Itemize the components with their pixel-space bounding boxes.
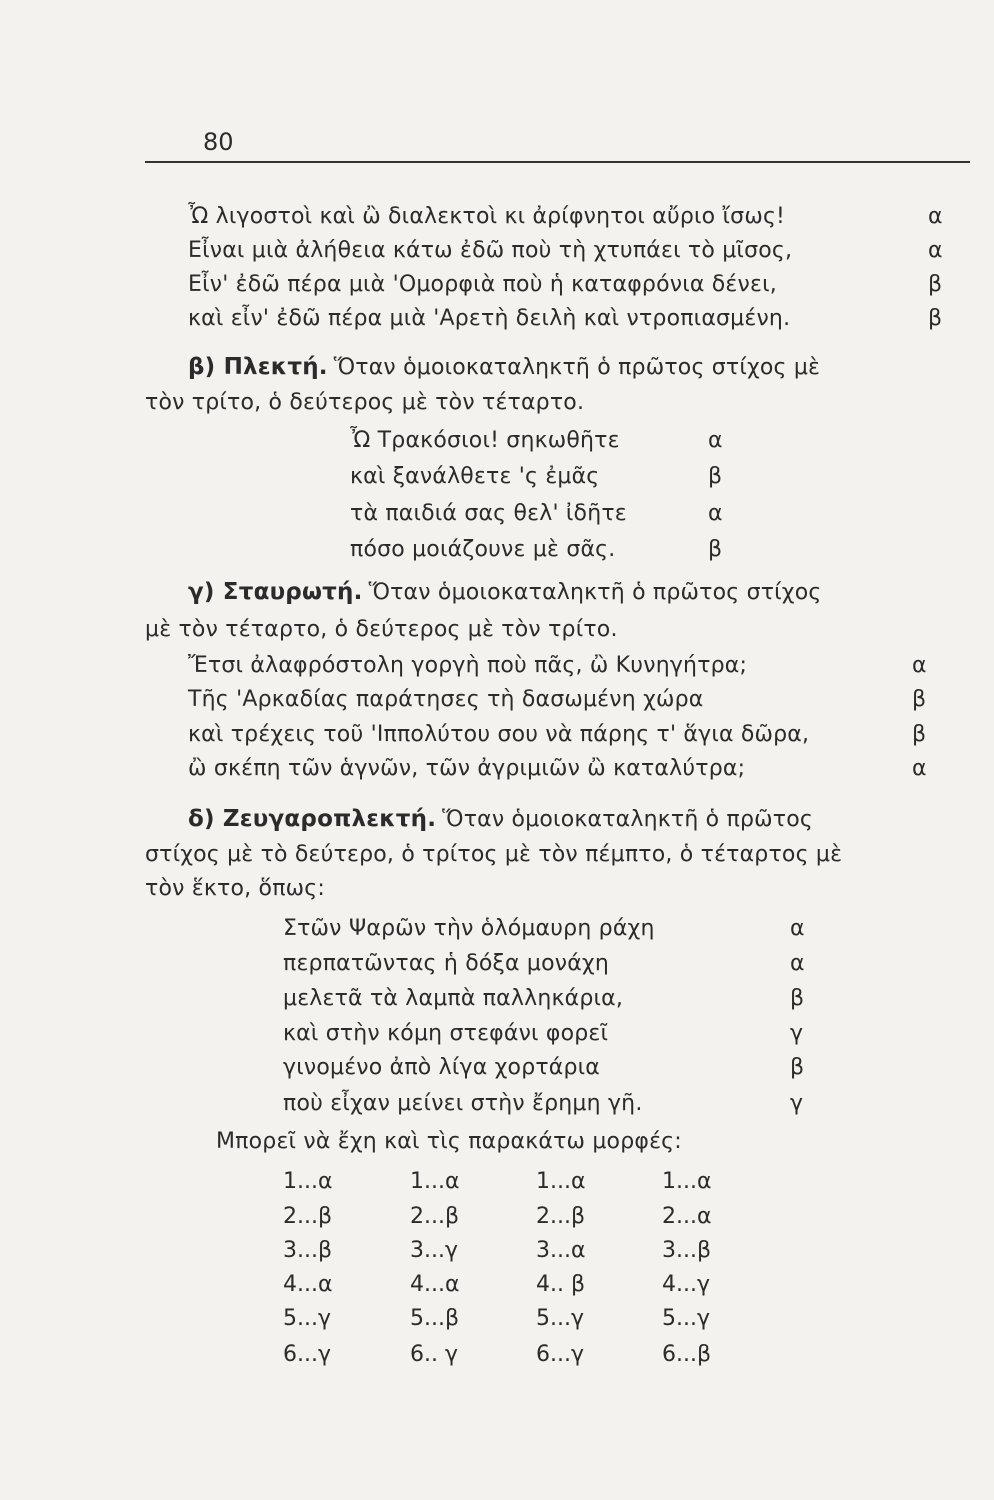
forms-cell: 6...γ <box>536 1342 584 1367</box>
forms-cell: 5...γ <box>283 1306 331 1331</box>
stanza2-rhyme-2: β <box>708 464 723 489</box>
forms-cell: 6...γ <box>283 1342 331 1367</box>
stanza4-line-6: ποὺ εἶχαν μείνει στὴν ἔρημη γῆ. <box>283 1091 643 1116</box>
forms-cell: 3...β <box>283 1238 333 1263</box>
stanza3-rhyme-4: α <box>912 756 927 781</box>
stanza1-line-1: Ὦ λιγοστοὶ καὶ ὢ διαλεκτοὶ κι ἀρίφνητοι αὔριο ἴσως! <box>188 204 786 229</box>
section-b-line-1 <box>188 354 820 380</box>
section-d-heading: δ) Ζευγαροπλεκτή. <box>188 806 437 832</box>
forms-cell: 3...α <box>536 1238 586 1263</box>
stanza1-rhyme-4: β <box>928 306 943 331</box>
stanza4-rhyme-3: β <box>790 986 805 1011</box>
stanza4-rhyme-1: α <box>790 916 805 941</box>
section-b-heading: β) Πλεκτή. <box>188 354 328 380</box>
section-d-text-2: στίχος μὲ τὸ δεύτερο, ὁ τρίτος μὲ τὸν πέμπτο, ὁ τέταρτος μὲ <box>145 842 843 867</box>
stanza1-rhyme-2: α <box>928 238 943 263</box>
forms-cell: 3...γ <box>410 1238 458 1263</box>
forms-cell: 4.. β <box>536 1272 586 1297</box>
forms-cell: 4...α <box>410 1272 460 1297</box>
stanza1-rhyme-3: β <box>928 272 943 297</box>
header-rule <box>145 161 970 163</box>
stanza4-rhyme-2: α <box>790 951 805 976</box>
forms-cell: 4...γ <box>662 1272 710 1297</box>
forms-cell: 1...α <box>283 1169 333 1194</box>
stanza3-line-1: Ἔτσι ἀλαφρόστολη γοργὴ ποὺ πᾶς, ὢ Κυνηγήτρα; <box>188 653 748 678</box>
stanza4-rhyme-6: γ <box>790 1091 804 1116</box>
forms-cell: 5...γ <box>662 1306 710 1331</box>
forms-cell: 6.. γ <box>410 1342 458 1367</box>
stanza2-line-3: τὰ παιδιά σας θελ' ἰδῆτε <box>350 501 627 526</box>
stanza3-line-4: ὢ σκέπη τῶν ἁγνῶν, τῶν ἀγριμιῶν ὢ καταλύτρα; <box>188 756 746 781</box>
forms-cell: 1...α <box>410 1169 460 1194</box>
stanza1-line-3: Εἶν' ἐδῶ πέρα μιὰ 'Ομορφιὰ ποὺ ἡ καταφρόνια δένει, <box>188 272 777 297</box>
forms-cell: 2...α <box>662 1204 712 1229</box>
stanza3-line-3: καὶ τρέχεις τοῦ 'Ιππολύτου σου νὰ πάρης τ' ἅγια δῶρα, <box>188 722 810 747</box>
stanza4-line-3: μελετᾶ τὰ λαμπὰ παλληκάρια, <box>283 986 624 1011</box>
stanza2-rhyme-1: α <box>708 428 723 453</box>
section-d-text-1: Ὅταν ὁμοιοκαταληκτῆ ὁ πρῶτος <box>442 807 813 832</box>
stanza3-line-2: Τῆς 'Αρκαδίας παράτησες τὴ δασωμένη χώρα <box>188 687 704 712</box>
forms-cell: 1...α <box>662 1169 712 1194</box>
forms-cell: 1...α <box>536 1169 586 1194</box>
stanza3-rhyme-3: β <box>912 722 927 747</box>
forms-cell: 6...β <box>662 1342 712 1367</box>
stanza4-line-2: περπατῶντας ἡ δόξα μονάχη <box>283 951 609 976</box>
stanza4-line-5: γινομένο ἀπὸ λίγα χορτάρια <box>283 1055 601 1080</box>
section-b-text-2: τὸν τρίτο, ὁ δεύτερος μὲ τὸν τέταρτο. <box>145 390 585 415</box>
section-c-text-1: Ὅταν ὁμοιοκαταληκτῆ ὁ πρῶτος στίχος <box>368 580 822 605</box>
forms-cell: 5...β <box>410 1306 460 1331</box>
forms-intro: Μπορεῖ νὰ ἔχη καὶ τὶς παρακάτω μορφές: <box>216 1129 682 1154</box>
stanza2-rhyme-3: α <box>708 501 723 526</box>
section-c-heading: γ) Σταυρωτή. <box>188 579 363 605</box>
forms-cell: 2...β <box>536 1204 586 1229</box>
section-d-text-3: τὸν ἕκτο, ὅπως: <box>145 876 325 901</box>
stanza4-line-4: καὶ στὴν κόμη στεφάνι φορεῖ <box>283 1021 609 1046</box>
stanza1-line-4: καὶ εἶν' ἐδῶ πέρα μιὰ 'Αρετὴ δειλὴ καὶ ντροπιασμένη. <box>188 306 791 331</box>
stanza4-rhyme-5: β <box>790 1055 805 1080</box>
forms-cell: 2...β <box>410 1204 460 1229</box>
forms-cell: 4...α <box>283 1272 333 1297</box>
stanza3-rhyme-1: α <box>912 653 927 678</box>
forms-cell: 3...β <box>662 1238 712 1263</box>
stanza1-line-2: Εἶναι μιὰ ἀλήθεια κάτω ἐδῶ ποὺ τὴ χτυπάει τὸ μῖσος, <box>188 238 793 263</box>
forms-cell: 5...γ <box>536 1306 584 1331</box>
forms-cell: 2...β <box>283 1204 333 1229</box>
section-c-line-1 <box>188 579 822 605</box>
stanza2-line-1: Ὦ Τρακόσιοι! σηκωθῆτε <box>350 428 620 453</box>
stanza2-line-4: πόσο μοιάζουνε μὲ σᾶς. <box>350 537 616 562</box>
section-c-text-2: μὲ τὸν τέταρτο, ὁ δεύτερος μὲ τὸν τρίτο. <box>145 617 618 642</box>
page-number: 80 <box>203 128 234 156</box>
stanza2-rhyme-4: β <box>708 537 723 562</box>
section-d-line-1 <box>188 806 813 832</box>
stanza2-line-2: καὶ ξανάλθετε 'ς ἐμᾶς <box>350 464 600 489</box>
stanza1-rhyme-1: α <box>928 204 943 229</box>
section-b-text-1: Ὅταν ὁμοιοκαταληκτῆ ὁ πρῶτος στίχος μὲ <box>333 355 821 380</box>
stanza4-rhyme-4: γ <box>790 1021 804 1046</box>
stanza3-rhyme-2: β <box>912 687 927 712</box>
stanza4-line-1: Στῶν Ψαρῶν τὴν ὁλόμαυρη ράχη <box>283 916 655 941</box>
